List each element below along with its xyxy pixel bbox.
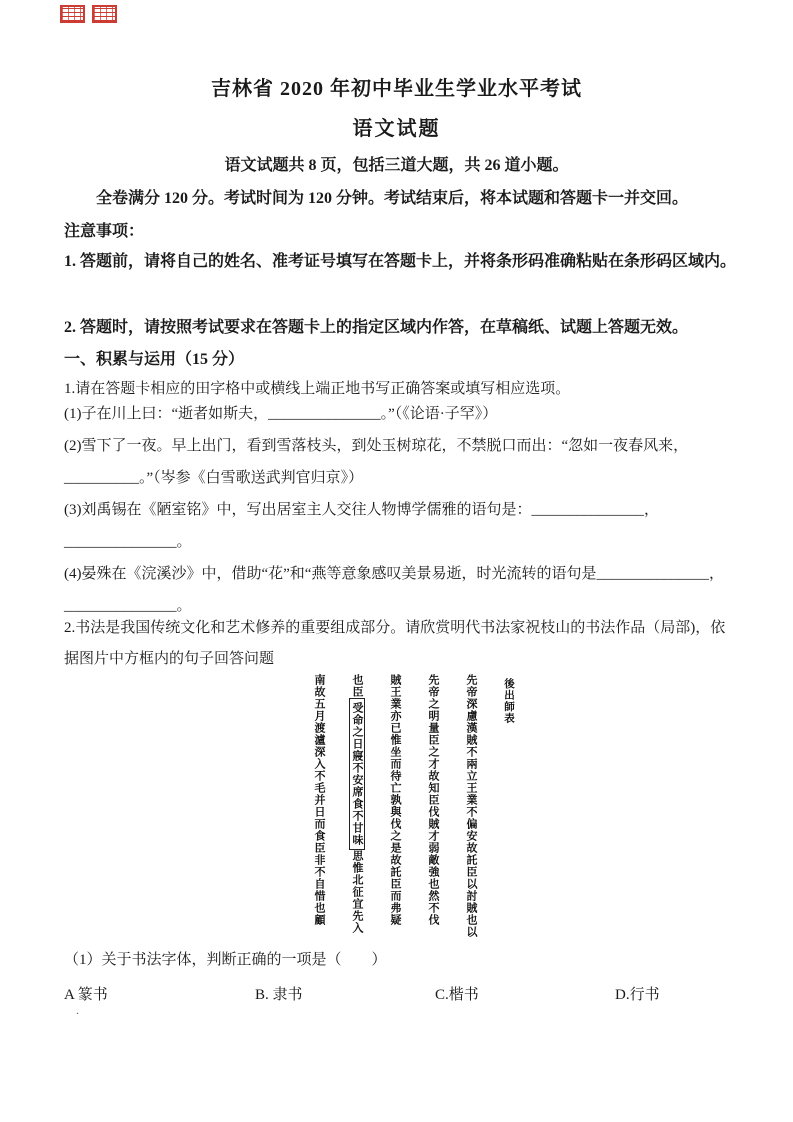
option-b: B. 隶书 [255, 987, 303, 1003]
calligraphy-column-4-pre: 也臣 [351, 674, 363, 698]
red-stamp-glyph-2 [92, 5, 117, 23]
question-1-items [64, 398, 740, 622]
calligraphy-column-3: 賊王業亦已惟坐而待亡孰與伐之是故託臣而弗疑 [389, 674, 401, 926]
stray-scan-mark: . [76, 1003, 79, 1017]
calligraphy-column-4-post: 思惟北征宜先入 [351, 850, 363, 934]
calligraphy-column-5: 南故五月渡瀘深入不毛并日而食臣非不自惜也顧 [313, 674, 325, 926]
calligraphy-artwork [282, 674, 526, 942]
option-a: A 篆书 [64, 987, 108, 1003]
option-d: D.行书 [615, 987, 660, 1003]
question-2-stem: 2.书法是我国传统文化和艺术修养的重要组成部分。请欣赏明代书法家祝枝山的书法作品（局部)，依据图片中方框内的句子回答问题 [64, 620, 726, 667]
calligraphy-column-1: 先帝深慮漢賊不兩立王業不偏安故託臣以討賊也以 [465, 674, 477, 938]
calligraphy-column-2: 先帝之明量臣之才故知臣伐賊才弱敵強也然不伐 [427, 674, 439, 926]
intro-line-pages: 语文试题共 8 页，包括三道大题，共 26 道小题。 [224, 157, 569, 174]
notice-item-1: 1. 答题前，请将自己的姓名、准考证号填写在答题卡上，并将条形码准确粘贴在条形码区域内。 [64, 253, 737, 270]
page-title: 吉林省 2020 年初中毕业生学业水平考试 [211, 78, 582, 100]
red-stamp-glyph-1 [60, 5, 85, 23]
question-1-item-1: (1)子在川上曰：“逝者如斯夫，_______________。”（《论语·子罕》） [64, 406, 498, 422]
calligraphy-column-4 [338, 674, 376, 942]
notice-heading: 注意事项： [64, 223, 145, 240]
boxed-sentence: 受命之日寢不安席食不甘味 [349, 698, 365, 850]
question-2-options [64, 983, 754, 1004]
calligraphy-title-column: 後出師表 [503, 678, 514, 724]
question-2-sub-1: （1）关于书法字体，判断正确的一项是（ ） [64, 952, 387, 968]
section-heading-1: 一、积累与运用（15 分） [64, 351, 245, 368]
question-1-item-3-cont: _______________。 [64, 534, 192, 550]
option-c: C.楷书 [435, 987, 479, 1003]
notice-item-2: 2. 答题时，请按照考试要求在答题卡上的指定区域内作答，在草稿纸、试题上答题无效。 [64, 319, 689, 336]
page-subtitle: 语文试题 [352, 118, 441, 140]
red-stamp-icon [60, 5, 117, 23]
question-1-item-4: (4)晏殊在《浣溪沙》中，借助“花”和“燕等意象感叹美景易逝，时光流转的语句是_______________， [64, 566, 724, 582]
intro-line-score: 全卷满分 120 分。考试时间为 120 分钟。考试结束后，将本试题和答题卡一并交回。 [96, 190, 689, 207]
question-1-item-3: (3)刘禹锡在《陋室铭》中，写出居室主人交往人物博学儒雅的语句是：_______________， [64, 502, 659, 518]
question-1-item-2-cont: __________。”（岑参《白雪歌送武判官归京》） [64, 470, 364, 486]
question-1-stem: 1.请在答题卡相应的田字格中或横线上端正地书写正确答案或填写相应选项。 [64, 381, 571, 397]
question-1-item-2: (2)雪下了一夜。早上出门，看到雪落枝头，到处玉树琼花，不禁脱口而出：“忽如一夜春风来， [64, 438, 689, 454]
question-1-item-4-cont: _______________。 [64, 598, 192, 614]
